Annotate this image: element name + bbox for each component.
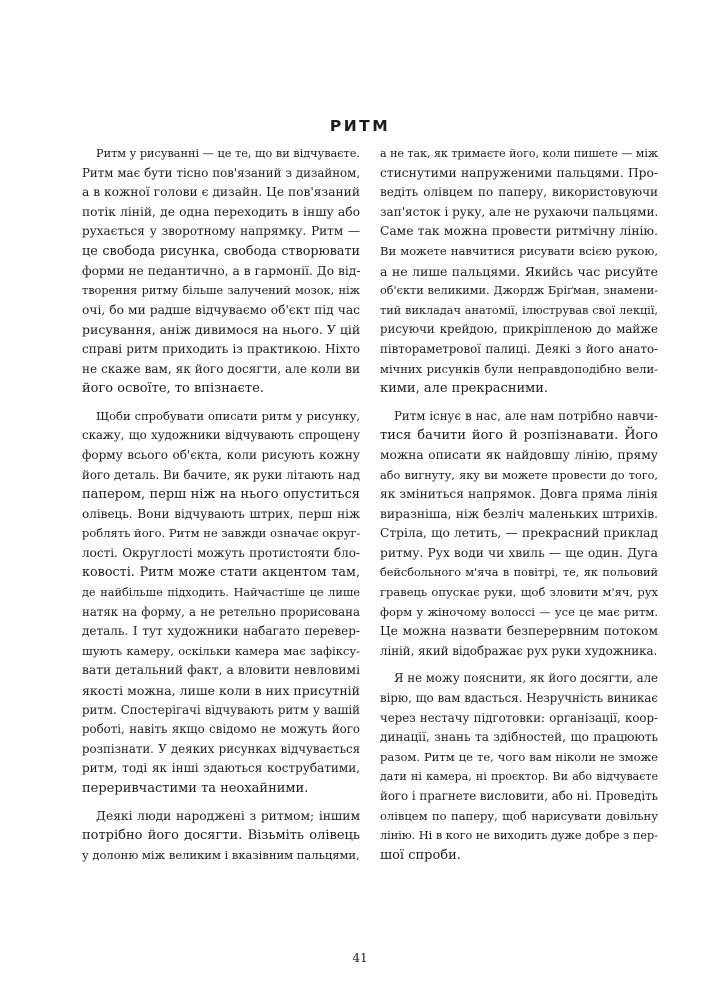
text-line: вати детальний факт, а вловити невловимі [82, 663, 360, 678]
text-line: вірю, що вам вдасться. Незручність виникає [380, 691, 658, 706]
right-text-column [380, 144, 658, 865]
text-line: де найбільше підходить. Найчастіше це лише [82, 586, 360, 600]
text-line: Стріла, що летить, — прекрасний приклад [380, 526, 658, 541]
text-line: якості можна, лише коли в них присутній [82, 683, 360, 699]
text-line: Ви можете навчитися рисувати всією рукою, [380, 243, 658, 258]
text-line: ритму. Рух води чи хвиль — ще один. Дуга [380, 545, 658, 560]
text-line: півтораметрової палиці. Деякі з його анато- [380, 341, 658, 356]
paragraph-gap [380, 399, 658, 407]
text-line: Я не можу пояснити, як його досягти, але [394, 671, 658, 686]
text-line: це свобода рисунка, свобода створювати [82, 243, 360, 259]
left-paragraph [82, 807, 360, 866]
left-paragraph [82, 407, 360, 799]
text-line: дати ні камера, ні проєктор. Ви або відчуваєте [380, 770, 658, 784]
text-line: форм у жіночому волоссі — усе це має ритм. [380, 604, 658, 619]
text-line: скажу, що художники відчувають спрощену [82, 428, 360, 443]
text-line: папером, перш ніж на нього опуститься [82, 487, 360, 503]
right-paragraph [380, 407, 658, 662]
text-line: через нестачу підготовки: організації, коор- [380, 710, 658, 725]
text-line: справі ритм приходить із практикою. Ніхто [82, 341, 360, 356]
text-line: разом. Ритм це те, чого вам ніколи не зможе [380, 749, 658, 764]
paragraph-gap [82, 799, 360, 807]
left-paragraph [82, 144, 360, 399]
text-line: виразніша, ніж безліч маленьких штрихів. [380, 506, 658, 521]
text-line: роблять його. Ритм не завжди означає округ- [82, 526, 360, 541]
text-line: а в кожної голови є дизайн. Це пов'язаний [82, 185, 360, 200]
text-line: олівцем по паперу, щоб нарисувати довільну [380, 808, 658, 823]
left-text-column [82, 144, 360, 865]
text-line: олівець. Вони відчувають штрих, перш ніж [82, 506, 360, 521]
text-line: потік ліній, де одна переходить в іншу або [82, 204, 360, 219]
text-line: його і прагнете висловити, або ні. Проведіть [380, 789, 658, 803]
right-paragraph [380, 144, 658, 399]
text-line: Це можна назвати безперервним потоком [380, 624, 658, 639]
text-line: натяк на форму, а не ретельно прорисована [82, 604, 360, 619]
page-number: 41 [352, 951, 368, 965]
text-line: ритм. Спостерігачі відчувають ритм у вашій [82, 702, 360, 717]
text-line: лінію. Ні в кого не виходить дуже добре з пер- [380, 829, 658, 843]
text-line: Щоби спробувати описати ритм у рисунку, [96, 408, 360, 423]
text-line: ведіть олівцем по паперу, використовуючи [380, 185, 658, 200]
text-line: деталь. І тут художники набагато перевер- [82, 624, 360, 639]
text-line: Ритм має бути тісно пов'язаний з дизайном, [82, 165, 360, 180]
text-line: а не лише пальцями. Якийсь час рисуйте [380, 263, 658, 279]
text-line: очі, бо ми радше відчуваємо об'єкт під час [82, 302, 360, 317]
text-line: лості. Округлості можуть протистояти бло- [82, 545, 360, 560]
text-line: або вигнуту, яку ви можете провести до того, [380, 468, 658, 482]
text-line: його деталь. Ви бачите, як руки літають над [82, 467, 360, 482]
text-line: а не так, як тримаєте його, коли пишете — між [380, 147, 658, 160]
text-line: гравець опускає руки, щоб зловити м'яч, рух [380, 585, 658, 600]
text-line: переривчастими та неохайними. [82, 781, 309, 796]
text-line: можна описати як найдовшу лінію, пряму [380, 447, 658, 462]
text-line: роботі, навіть якщо свідомо не можуть його [82, 722, 360, 737]
text-line: мічних рисунків були неправдоподібно вели- [380, 361, 658, 376]
text-line: Ритм існує в нас, але нам потрібно навчи- [394, 408, 658, 423]
text-line: як зміниться напрямок. Довга пряма лінія [380, 487, 658, 502]
text-line: шої спроби. [380, 847, 461, 863]
text-line: рисування, аніж дивимося на нього. У цій [82, 322, 360, 338]
text-line: форму всього об'єкта, коли рисують кожну [82, 447, 360, 462]
page-title: РИТМ [329, 117, 391, 135]
text-line: ковості. Ритм може стати акцентом там, [82, 565, 360, 581]
text-line: тися бачити його й розпізнавати. Його [380, 428, 658, 444]
paragraph-gap [380, 661, 658, 669]
text-line: тий викладач анатомії, ілюстрував свої лекції, [380, 303, 658, 317]
text-line: ритм, тоді як інші здаються кострубатими, [82, 761, 360, 776]
text-line: розпізнати. У деяких рисунках відчувається [82, 741, 360, 756]
text-line: його освоїте, то впізнаєте. [82, 381, 264, 397]
text-line: динації, знань та здібностей, що працюють [380, 730, 658, 745]
text-line: Деякі люди народжені з ритмом; іншим [96, 808, 360, 823]
paragraph-gap [82, 399, 360, 407]
text-line: Ритм у рисуванні — це те, що ви відчуваєте. [96, 147, 360, 160]
text-line: форми не педантично, а в гармонії. До від- [82, 263, 360, 278]
right-paragraph [380, 669, 658, 865]
text-line: творення ритму більше залучений мозок, ніж [82, 284, 360, 298]
text-line: кими, але прекрасними. [380, 381, 549, 397]
text-line: у долоню між великим і вказівним пальцями, [82, 847, 360, 862]
text-line: Саме так можна провести ритмічну лінію. [380, 224, 658, 239]
text-line: стиснутими напруженими пальцями. Про- [380, 165, 658, 180]
text-line: не скаже вам, як його досягти, але коли ви [82, 361, 360, 376]
text-line: зап'ясток і руку, але не рухаючи пальцями. [380, 204, 658, 219]
text-line: ліній, який відображає рух руки художника. [380, 643, 658, 658]
text-line: бейсбольного м'яча в повітрі, те, як польовий [380, 566, 658, 580]
text-line: рисуючи крейдою, прикріпленою до майже [380, 322, 658, 337]
text-line: рухається у зворотному напрямку. Ритм — [82, 224, 360, 239]
text-line: потрібно його досягти. Візьміть олівець [82, 828, 360, 844]
text-line: шують камеру, оскільки камера має зафіксу- [82, 643, 360, 658]
text-line: об'єкти великими. Джордж Бріґман, знамени- [380, 284, 658, 298]
